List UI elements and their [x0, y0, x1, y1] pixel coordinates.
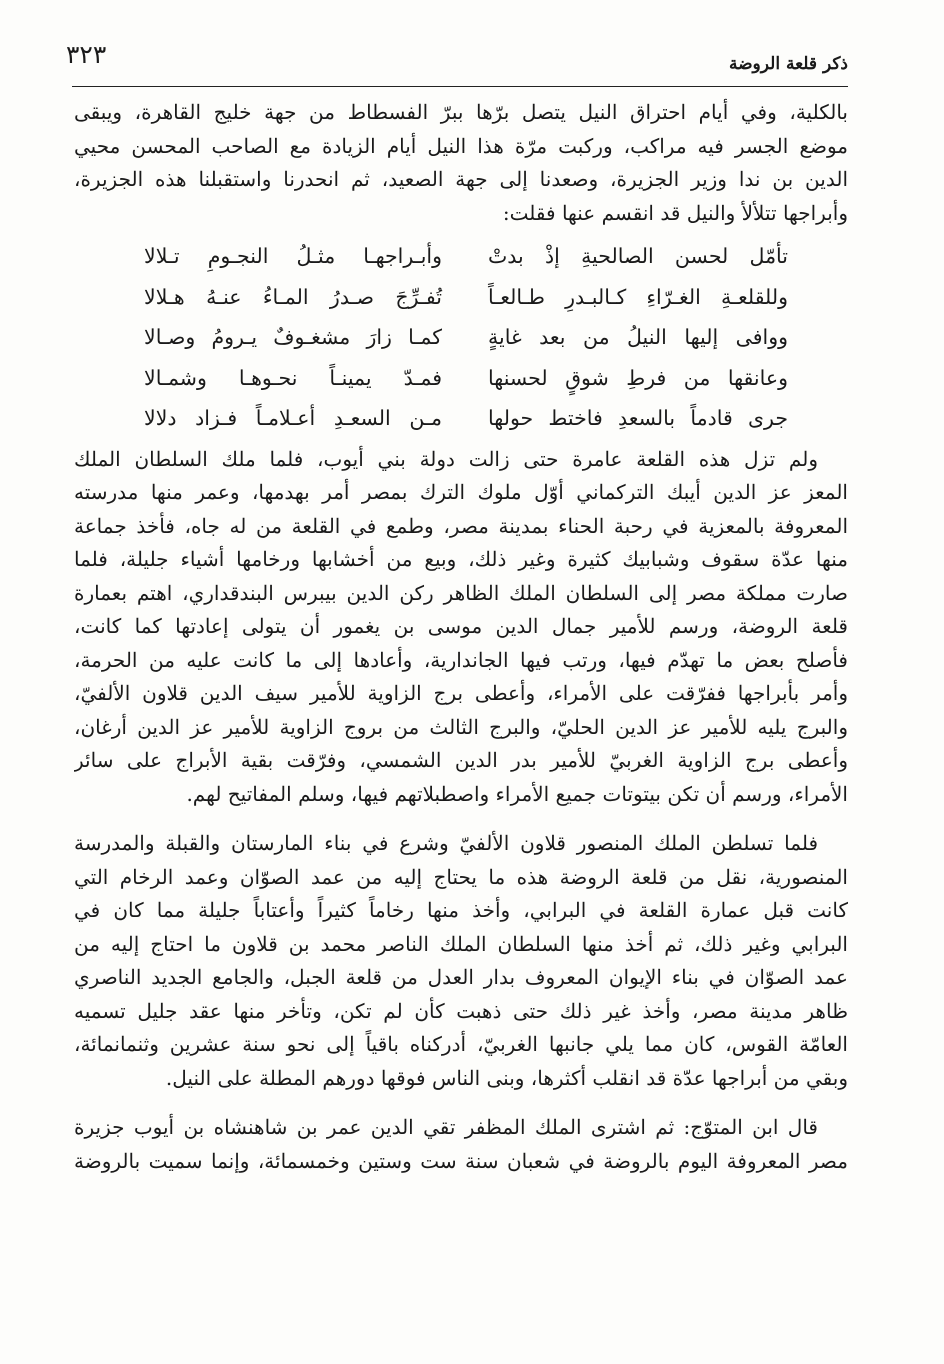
text-line: المعروفة بالمعزية في رحبة الحناء بمدينة مصر، وطمع في القلعة من له جاه، فأخذ جماعة: [74, 513, 848, 538]
text-line: ظاهر مدينة مصر، وأخذ غير ذلك حتى ذهبت كأن لم تكن، وتأخر منها عقد جليل تسميه: [74, 998, 848, 1023]
text-line: وأمر بأبراجها ففرّقت على الأمراء، وأعطى برج الزاوية للأمير سيف الدين قلاون الألفيّ،: [74, 681, 848, 705]
text-line: قال ابن المتوّج: ثم اشترى الملك المظفر تقي الدين عمر بن شاهنشاه بن أيوب جزيرة: [74, 1115, 818, 1139]
poem-verse: [74, 277, 848, 318]
text-line: عمد الصوّان في بناء الإيوان المعروف بدار العدل من قلعة الجبل، والجامع الجديد الناصري: [74, 965, 848, 989]
running-title: ذكر قلعة الروضة: [729, 54, 848, 74]
text-line: المنصورية، نقل من قلعة الروضة هذه ما يحتاج إليه من عمد الصوّان وعمد الرخام التي: [74, 864, 848, 889]
paragraph-3: [74, 827, 848, 1095]
verse-second-hemistich: تُفـرِّجَ صـدرُ المـاءُ عنـهُ هـلالا: [144, 284, 442, 309]
verse-first-hemistich: وعانقها من فرطِ شوقٍ لحسنها: [488, 365, 788, 390]
verse-first-hemistich: ووافى إليها النيلُ من بعد غايةٍ: [488, 325, 788, 349]
page-header: [66, 36, 848, 76]
text-line: فلما تسلطن الملك المنصور قلاون الألفيّ وشرع في بناء المارستان والقبلة والمدرسة: [74, 831, 818, 855]
text-line: البرابي وغير ذلك، ثم أخذ منها السلطان الملك الناصر محمد بن قلاون ما احتاج إليه من: [74, 931, 848, 956]
text-line: مصر المعروفة اليوم بالروضة في شعبان سنة ست وستين وخمسمائة، وإنما سميت بالروضة: [74, 1148, 848, 1173]
paragraph-2: [74, 443, 848, 812]
header-rule: [72, 86, 848, 87]
text-line: منها عدّة سقوف وشبابيك كثيرة وغير ذلك، وبيع من أخشابها ورخامها أشياء جليلة، فلما: [74, 547, 848, 571]
poem: [74, 236, 848, 439]
text-line: موضع الجسر فيه مراكب، وركبت مرّة هذا النيل أيام الزيادة مع الصاحب المحسن محيي: [74, 133, 848, 158]
paragraph-1: [74, 96, 848, 230]
poem-verse: [74, 358, 848, 399]
poem-verse: [74, 398, 848, 439]
verse-first-hemistich: تأمّل لحسن الصالحيةِ إذْ بدتْ: [488, 244, 788, 268]
text-line: فأصلح بعض ما تهدّم فيها، ورتب فيها الجاندارية، وأعادها إلى ما كانت عليه من الحرمة،: [74, 647, 848, 672]
spacer: [74, 1095, 848, 1111]
poem-verse: [74, 236, 848, 277]
verse-second-hemistich: كمـا زارَ مشغـوفٌ يـرومُ وصـالا: [144, 325, 442, 349]
text-line: قلعة الروضة، ورسم للأمير جمال الدين موسى بن يغمور أن يتولى إعادتها كما كانت،: [74, 614, 848, 638]
body-text: [74, 96, 848, 1178]
verse-first-hemistich: جرى قادماً بالسعدِ فاختط حولها: [488, 406, 788, 430]
page-number: ٣٢٣: [66, 40, 107, 69]
poem-verse: [74, 317, 848, 358]
text-line: المعز عز الدين أيبك التركماني أوّل ملوك الترك بمصر أمر بهدمها، وعمر منها مدرسته: [74, 480, 848, 504]
verse-second-hemistich: مـن السعـدِ أعـلامـاً فـزاد دلالا: [144, 406, 442, 430]
text-line: صارت مملكة مصر إلى السلطان الملك الظاهر ركن الدين بيبرس البندقداري، اهتم بعمارة: [74, 580, 848, 605]
text-line: بالكلية، وفي أيام احتراق النيل يتصل برّها ببرّ الفسطاط من جهة خليج القاهرة، ويبقى: [74, 100, 848, 124]
verse-first-hemistich: وللقلعـةِ الغـرّاءِ كـالبـدرِ طـالعـاً: [488, 284, 788, 309]
verse-second-hemistich: فمـدّ يمينـاً نحـوهـا وشمـالا: [144, 365, 442, 390]
text-line: والبرج يليه للأمير عز الدين الحليّ، والبرج الثالث من بروج الزاوية للأمير عز الدين أرغان،: [74, 714, 848, 739]
text-line: وأعطى برج الزاوية الغربيّ للأمير بدر الدين الشمسي، وفرّقت بقية الأبراج على سائر: [74, 748, 848, 772]
spacer: [74, 811, 848, 827]
text-line: كانت قبل عمارة القلعة في البرابي، وأخذ منها رخاماً كثيراً وأعتاباً جليلة مما كان في: [74, 898, 848, 922]
paragraph-4: [74, 1111, 848, 1178]
text-line: ولم تزل هذه القلعة عامرة حتى زالت دولة بني أيوب، فلما ملك السلطان الملك: [74, 446, 818, 471]
text-line: الأمراء، ورسم أن تكن بيتوتات جميع الأمراء واصطبلاتهم فيها، وسلم المفاتيح لهم.: [186, 781, 848, 806]
text-line: الدين بن ندا وزير الجزيرة، وصعدنا إلى جهة الصعيد، ثم انحدرنا واستقبلنا هذه الجزيرة،: [74, 167, 848, 191]
text-line: وبقي من أبراجها عدّة قد انقلب أكثرها، وبنى الناس فوقها دورهم المطلة على النيل.: [165, 1065, 848, 1090]
text-line: وأبراجها تتلألأ والنيل قد انقسم عنها فقلت:: [502, 200, 848, 225]
verse-second-hemistich: وأبـراجهـا مثـلُ النجـومِ تـلالا: [144, 244, 442, 268]
text-line: العامّة القوس، كان مما يلي جانبها الغربيّ، أدركناه باقياً إلى نحو سنة عشرين وثنمانمائة،: [74, 1032, 848, 1056]
